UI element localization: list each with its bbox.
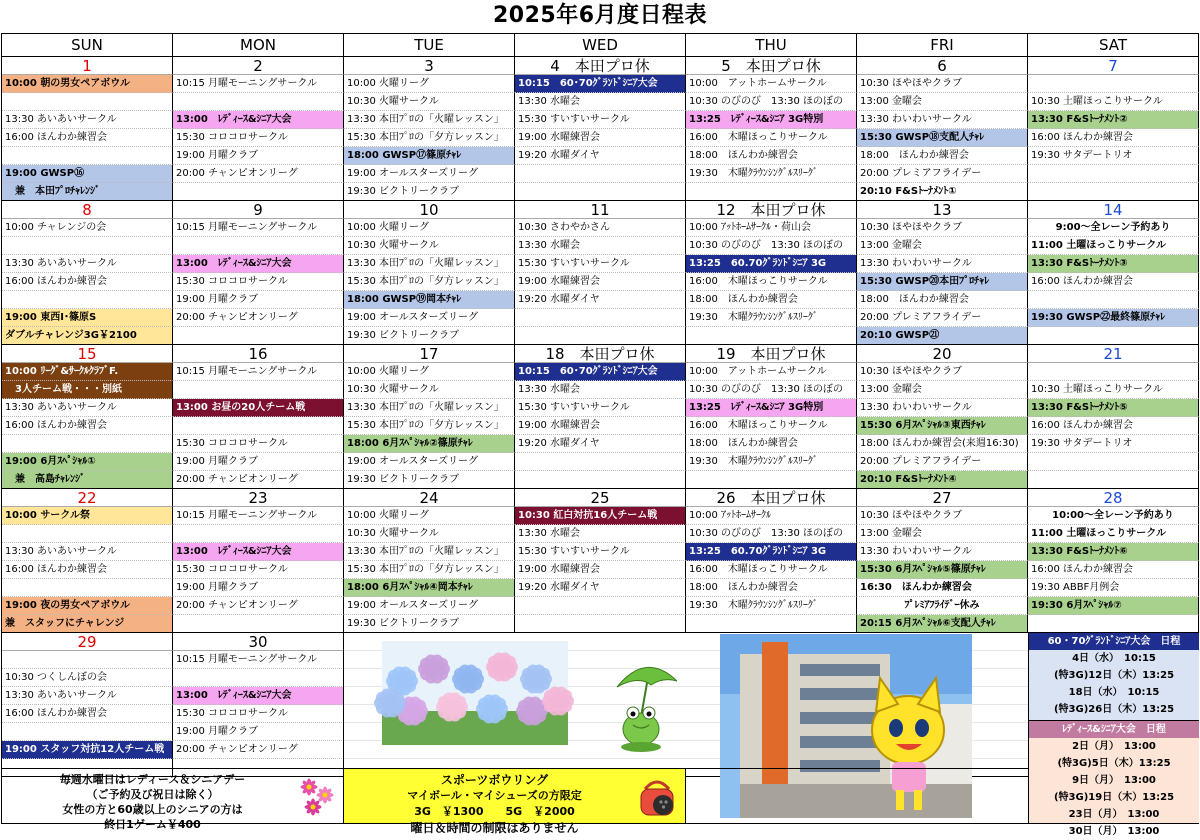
schedule-entry: 13:25 ﾚﾃﾞｨｰｽ&ｼﾆｱ 3G特別 — [686, 399, 857, 417]
schedule-entry: 18:00 ほんわか練習会 — [686, 435, 857, 453]
empty-slot — [515, 471, 686, 489]
schedule-entry: 11:00 土曜ほっこりサークル — [1028, 237, 1199, 255]
schedule-entry: 10:30 火曜サークル — [344, 381, 515, 399]
empty-slot — [1028, 615, 1199, 633]
day-number: 21 — [1028, 345, 1199, 363]
schedule-entry: 10:00 アットホームサークル — [686, 75, 857, 93]
schedule-entry: 10:30 のびのび 13:30 ほのぼの — [686, 93, 857, 111]
schedule-entry: 13:30 F&Sﾄｰﾅﾒﾝﾄ⑥ — [1028, 543, 1199, 561]
schedule-entry: 10:30 紅白対抗16人チーム戦 — [515, 507, 686, 525]
schedule-entry: 13:00 ﾚﾃﾞｨｰｽ&ｼﾆｱ大会 — [173, 111, 344, 129]
empty-slot — [1028, 165, 1199, 183]
day-number: 26 本田プロ休 — [686, 489, 857, 507]
schedule-entry: 19:00 月曜クラブ — [173, 723, 344, 741]
schedule-entry: 3人チーム戦・・・別紙 — [2, 381, 173, 399]
empty-slot — [2, 651, 173, 669]
schedule-entry: 18:00 GWSP⑰篠原ﾁｬﾚ — [344, 147, 515, 165]
schedule-entry: 15:30 すいすいサークル — [515, 399, 686, 417]
schedule-entry: 18:00 6月ｽﾍﾟｼｬﾙ④岡本ﾁｬﾚ — [344, 579, 515, 597]
empty-slot — [2, 93, 173, 111]
schedule-entry: 19:30 木曜ｸﾗｳﾝｼﾝｸﾞﾙｽﾘｰｸﾞ — [686, 165, 857, 183]
schedule-entry: 19:30 木曜ｸﾗｳﾝｼﾝｸﾞﾙｽﾘｰｸﾞ — [686, 453, 857, 471]
schedule-entry: 19:30 ビクトリークラブ — [344, 183, 515, 201]
schedule-entry: 19:00 夜の男女ペアボウル — [2, 597, 173, 615]
schedule-entry: 15:30 本田ﾌﾟﾛの「夕方レッスン」 — [344, 561, 515, 579]
schedule-entry: 16:00 木曜ほっこりサークル — [686, 129, 857, 147]
schedule-entry: 13:25 60.70ｸﾞﾗﾝﾄﾞｼﾆｱ 3G — [686, 543, 857, 561]
schedule-entry: 10:00 火曜リーグ — [344, 507, 515, 525]
schedule-entry: 19:20 水曜ダイヤ — [515, 147, 686, 165]
schedule-entry: 18:00 ほんわか練習会 — [686, 291, 857, 309]
schedule-entry: 10:30 ほやほやクラブ — [857, 75, 1028, 93]
empty-slot — [173, 183, 344, 201]
schedule-entry: 19:00 6月ｽﾍﾟｼｬﾙ① — [2, 453, 173, 471]
empty-slot — [173, 417, 344, 435]
empty-slot — [173, 381, 344, 399]
sports-bowling-line: マイボール・マイシューズの方限定 — [407, 789, 582, 802]
schedule-entry: 13:30 本田ﾌﾟﾛの「火曜レッスン」 — [344, 255, 515, 273]
schedule-entry: 13:30 F&Sﾄｰﾅﾒﾝﾄ⑤ — [1028, 399, 1199, 417]
day-number: 16 — [173, 345, 344, 363]
weekday-header-wed: WED — [515, 34, 686, 57]
schedule-entry: 10:15 月曜モーニングサークル — [173, 507, 344, 525]
schedule-entry: 15:30 コロコロサークル — [173, 129, 344, 147]
day-number: 5 本田プロ休 — [686, 57, 857, 75]
schedule-entry: 19:00 オールスターズリーグ — [344, 165, 515, 183]
schedule-entry: 20:10 GWSP㉑ — [857, 327, 1028, 345]
day-number: 22 — [2, 489, 173, 507]
schedule-entry: 20:00 チャンピオンリーグ — [173, 471, 344, 489]
schedule-entry: 10:15 60･70ｸﾞﾗﾝﾄﾞｼﾆｱ大会 — [515, 75, 686, 93]
cosmos-flower-icon — [295, 773, 339, 823]
schedule-entry: 10:30 のびのび 13:30 ほのぼの — [686, 525, 857, 543]
empty-slot — [686, 183, 857, 201]
grand-senior-date: 18日（水） 10:15 — [1068, 687, 1160, 698]
day-number: 30 — [173, 633, 344, 651]
schedule-entry: 19:00 月曜クラブ — [173, 291, 344, 309]
schedule-entry: 兼 高島ﾁｬﾚﾝｼﾞ — [2, 471, 173, 489]
empty-slot — [1028, 75, 1199, 93]
schedule-entry: 13:30 あいあいサークル — [2, 399, 173, 417]
schedule-entry: 16:00 木曜ほっこりサークル — [686, 561, 857, 579]
weekday-header-mon: MON — [173, 34, 344, 57]
schedule-entry: 10:15 60･70ｸﾞﾗﾝﾄﾞｼﾆｱ大会 — [515, 363, 686, 381]
schedule-entry: 15:30 コロコロサークル — [173, 561, 344, 579]
schedule-entry: 15:30 GWSP⑱支配人ﾁｬﾚ — [857, 129, 1028, 147]
schedule-entry: 10:30 火曜サークル — [344, 237, 515, 255]
sports-bowling-line: 曜日＆時間の制限はありません — [410, 821, 579, 835]
schedule-entry: 10:00 ｱｯﾄﾎｰﾑｻｰｸﾙ — [686, 507, 857, 525]
day-number: 3 — [344, 57, 515, 75]
schedule-entry: 13:30 あいあいサークル — [2, 543, 173, 561]
day-number: 1 — [2, 57, 173, 75]
schedule-entry: 18:00 ほんわか練習会 — [686, 147, 857, 165]
day-number: 24 — [344, 489, 515, 507]
empty-slot — [2, 147, 173, 165]
schedule-entry: 15:30 本田ﾌﾟﾛの「夕方レッスン」 — [344, 417, 515, 435]
schedule-entry: 10:00 ｱｯﾄﾎｰﾑｻｰｸﾙ・荷山会 — [686, 219, 857, 237]
schedule-entry: 13:30 あいあいサークル — [2, 255, 173, 273]
schedule-entry: 15:30 GWSP⑳本田ﾌﾟﾛﾁｬﾚ — [857, 273, 1028, 291]
schedule-entry: 10:30 のびのび 13:30 ほのぼの — [686, 237, 857, 255]
schedule-entry: 19:00 月曜クラブ — [173, 147, 344, 165]
sports-bowling-title: スポーツボウリング — [440, 773, 549, 787]
schedule-entry: 13:25 60.70ｸﾞﾗﾝﾄﾞｼﾆｱ 3G — [686, 255, 857, 273]
day-number: 10 — [344, 201, 515, 219]
schedule-entry: 16:00 ほんわか練習会 — [2, 705, 173, 723]
schedule-entry: 13:30 あいあいサークル — [2, 111, 173, 129]
schedule-entry: 19:00 オールスターズリーグ — [344, 453, 515, 471]
schedule-entry: 19:30 ビクトリークラブ — [344, 615, 515, 633]
schedule-entry: 19:00 東西Ⅰ･篠原S — [2, 309, 173, 327]
day-number: 18 本田プロ休 — [515, 345, 686, 363]
schedule-entry: 13:30 わいわいサークル — [857, 255, 1028, 273]
empty-slot — [686, 615, 857, 633]
empty-slot — [686, 471, 857, 489]
empty-slot — [2, 291, 173, 309]
day-number: 6 — [857, 57, 1028, 75]
schedule-entry: 16:00 ほんわか練習会 — [2, 417, 173, 435]
schedule-entry: 10:00 ﾘｰｸﾞ&ｻｰｸﾙｸﾗﾌﾞF. — [2, 363, 173, 381]
schedule-entry: 18:00 GWSP⑲岡本ﾁｬﾚ — [344, 291, 515, 309]
schedule-entry: 20:00 プレミアフライデー — [857, 453, 1028, 471]
schedule-entry: 13:30 わいわいサークル — [857, 111, 1028, 129]
day-number: 7 — [1028, 57, 1199, 75]
empty-slot — [173, 525, 344, 543]
schedule-entry: 15:30 すいすいサークル — [515, 255, 686, 273]
schedule-entry: 13:30 F&Sﾄｰﾅﾒﾝﾄ③ — [1028, 255, 1199, 273]
schedule-entry: 13:30 本田ﾌﾟﾛの「火曜レッスン」 — [344, 111, 515, 129]
schedule-entry: 16:00 ほんわか練習会 — [2, 273, 173, 291]
schedule-entry: 19:30 サタデートリオ — [1028, 147, 1199, 165]
schedule-entry: 10:00 火曜リーグ — [344, 219, 515, 237]
empty-slot — [515, 453, 686, 471]
schedule-entry: 18:00 6月ｽﾍﾟｼｬﾙ②篠原ﾁｬﾚ — [344, 435, 515, 453]
empty-slot — [1028, 363, 1199, 381]
ladies-senior-date: (特3G)19日（木）13:25 — [1053, 792, 1175, 803]
schedule-entry: 13:30 水曜会 — [515, 381, 686, 399]
day-number: 28 — [1028, 489, 1199, 507]
schedule-entry: 10:30 土曜ほっこりサークル — [1028, 93, 1199, 111]
ladies-day-notice — [2, 769, 344, 831]
empty-slot — [515, 165, 686, 183]
empty-slot — [686, 327, 857, 345]
empty-slot — [173, 93, 344, 111]
day-number: 13 — [857, 201, 1028, 219]
schedule-entry: 19:30 GWSP㉒最終篠原ﾁｬﾚ — [1028, 309, 1199, 327]
ladies-day-line: 毎週水曜日はレディース＆シニアデー — [59, 773, 246, 786]
sports-bowling-line: 3G ￥1300 5G ￥2000 — [414, 805, 575, 818]
day-number: 25 — [515, 489, 686, 507]
schedule-entry: 19:00 月曜クラブ — [173, 579, 344, 597]
ladies-day-line: 終日1ゲーム￥400 — [104, 818, 201, 831]
schedule-entry: 20:00 チャンピオンリーグ — [173, 741, 344, 759]
schedule-entry: 19:00 スタッフ対抗12人チーム戦 — [2, 741, 173, 759]
schedule-entry: 兼 スタッフにチャレンジ — [2, 615, 173, 633]
schedule-entry: ﾌﾟﾚﾐｱﾌﾗｲﾃﾞｰ休み — [857, 597, 1028, 615]
ladies-senior-date: 2日（月） 13:00 — [1072, 741, 1156, 752]
schedule-entry: 13:30 水曜会 — [515, 93, 686, 111]
schedule-entry: 10:00 朝の男女ペアボウル — [2, 75, 173, 93]
schedule-entry: 10:15 月曜モーニングサークル — [173, 363, 344, 381]
empty-slot — [515, 309, 686, 327]
schedule-entry: 10:30 ほやほやクラブ — [857, 219, 1028, 237]
empty-slot — [2, 525, 173, 543]
schedule-entry: 20:00 チャンピオンリーグ — [173, 597, 344, 615]
schedule-entry: 15:30 6月ｽﾍﾟｼｬﾙ⑤篠原ﾁｬﾚ — [857, 561, 1028, 579]
schedule-entry: 11:00 土曜ほっこりサークル — [1028, 525, 1199, 543]
schedule-entry: 19:00 オールスターズリーグ — [344, 309, 515, 327]
weekday-header-sat: SAT — [1028, 34, 1199, 57]
schedule-entry: 19:00 水曜練習会 — [515, 129, 686, 147]
schedule-entry: 15:30 6月ｽﾍﾟｼｬﾙ③東西ﾁｬﾚ — [857, 417, 1028, 435]
empty-slot — [2, 723, 173, 741]
schedule-entry: 13:00 ﾚﾃﾞｨｰｽ&ｼﾆｱ大会 — [173, 687, 344, 705]
schedule-entry: 15:30 すいすいサークル — [515, 543, 686, 561]
schedule-entry: 15:30 本田ﾌﾟﾛの「夕方レッスン」 — [344, 273, 515, 291]
schedule-entry: 10:30 土曜ほっこりサークル — [1028, 381, 1199, 399]
schedule-entry: 13:30 わいわいサークル — [857, 399, 1028, 417]
bowling-bag-icon — [637, 775, 677, 819]
ladies-day-line: （ご予約及び祝日は除く） — [86, 788, 219, 801]
schedule-entry: 10:30 ほやほやクラブ — [857, 363, 1028, 381]
schedule-entry: 19:30 ABBF月例会 — [1028, 579, 1199, 597]
schedule-entry: 兼 本田ﾌﾟﾛﾁｬﾚﾝｼﾞ — [2, 183, 173, 201]
schedule-entry: 13:00 金曜会 — [857, 93, 1028, 111]
schedule-entry: 13:00 ﾚﾃﾞｨｰｽ&ｼﾆｱ大会 — [173, 543, 344, 561]
day-number: 2 — [173, 57, 344, 75]
empty-slot — [515, 327, 686, 345]
frog-icon — [611, 657, 681, 753]
empty-slot — [515, 183, 686, 201]
schedule-entry: 10:00 チャレンジの会 — [2, 219, 173, 237]
schedule-entry: 19:00 水曜練習会 — [515, 561, 686, 579]
schedule-entry: 10:30 火曜サークル — [344, 93, 515, 111]
schedule-entry: 19:30 6月ｽﾍﾟｼｬﾙ⑦ — [1028, 597, 1199, 615]
schedule-entry: 13:00 金曜会 — [857, 237, 1028, 255]
day-number: 11 — [515, 201, 686, 219]
empty-slot — [173, 237, 344, 255]
schedule-entry: 20:00 プレミアフライデー — [857, 309, 1028, 327]
schedule-entry: 13:30 本田ﾌﾟﾛの「火曜レッスン」 — [344, 543, 515, 561]
schedule-entry: 15:30 コロコロサークル — [173, 435, 344, 453]
schedule-entry: 20:15 6月ｽﾍﾟｼｬﾙ⑥支配人ﾁｬﾚ — [857, 615, 1028, 633]
schedule-entry: 15:30 本田ﾌﾟﾛの「夕方レッスン」 — [344, 129, 515, 147]
schedule-entry: 16:30 ほんわか練習会 — [857, 579, 1028, 597]
ladies-senior-date: 30日（月） 13:00 — [1068, 826, 1160, 837]
empty-slot — [515, 597, 686, 615]
calendar-grid — [1, 33, 1199, 837]
empty-slot — [1028, 471, 1199, 489]
empty-slot — [2, 237, 173, 255]
schedule-entry: 19:30 ビクトリークラブ — [344, 327, 515, 345]
schedule-entry: 16:00 木曜ほっこりサークル — [686, 273, 857, 291]
schedule-entry: 10:30 つくしんぼの会 — [2, 669, 173, 687]
day-number: 14 — [1028, 201, 1199, 219]
day-number: 17 — [344, 345, 515, 363]
schedule-entry: 15:30 すいすいサークル — [515, 111, 686, 129]
ladies-senior-date: 9日（月） 13:00 — [1072, 775, 1156, 786]
schedule-entry: 18:00 ほんわか練習会 — [686, 579, 857, 597]
grand-senior-date: 4日（水） 10:15 — [1072, 653, 1156, 664]
day-number: 15 — [2, 345, 173, 363]
grand-senior-title: 60・70ｸﾞﾗﾝﾄﾞｼﾆｱ大会 日程 — [1029, 633, 1199, 650]
schedule-entry: 15:30 コロコロサークル — [173, 273, 344, 291]
empty-slot — [173, 327, 344, 345]
schedule-entry: 10:00 火曜リーグ — [344, 75, 515, 93]
empty-slot — [515, 615, 686, 633]
schedule-entry: 10:00 アットホームサークル — [686, 363, 857, 381]
schedule-entry: 13:30 水曜会 — [515, 237, 686, 255]
schedule-entry: 16:00 ほんわか練習会 — [2, 129, 173, 147]
schedule-entry: 13:30 F&Sﾄｰﾅﾒﾝﾄ② — [1028, 111, 1199, 129]
schedule-entry: 20:00 チャンピオンリーグ — [173, 165, 344, 183]
ladies-senior-date: 23日（月） 13:00 — [1068, 809, 1160, 820]
schedule-entry: 9:00～全レーン予約あり — [1028, 219, 1199, 237]
day-number: 12 本田プロ休 — [686, 201, 857, 219]
schedule-entry: 19:30 サタデートリオ — [1028, 435, 1199, 453]
schedule-entry: 19:30 木曜ｸﾗｳﾝｼﾝｸﾞﾙｽﾘｰｸﾞ — [686, 597, 857, 615]
day-number: 4 本田プロ休 — [515, 57, 686, 75]
schedule-entry: 13:00 金曜会 — [857, 381, 1028, 399]
schedule-entry: 10:15 月曜モーニングサークル — [173, 75, 344, 93]
schedule-entry: 20:00 チャンピオンリーグ — [173, 309, 344, 327]
day-number: 8 — [2, 201, 173, 219]
empty-slot — [1028, 183, 1199, 201]
schedule-entry: 19:00 オールスターズリーグ — [344, 597, 515, 615]
day-number: 23 — [173, 489, 344, 507]
schedule-entry: 10:15 月曜モーニングサークル — [173, 651, 344, 669]
weekday-header-sun: SUN — [2, 34, 173, 57]
schedule-entry: 13:30 水曜会 — [515, 525, 686, 543]
schedule-entry: 10:00 サークル祭 — [2, 507, 173, 525]
schedule-entry: 16:00 ほんわか練習会 — [1028, 561, 1199, 579]
schedule-entry: 18:00 ほんわか練習会(来週16:30) — [857, 435, 1028, 453]
empty-slot — [1028, 291, 1199, 309]
ladies-senior-schedule — [1028, 721, 1199, 837]
grand-senior-schedule — [1028, 633, 1199, 721]
schedule-entry: 19:00 水曜練習会 — [515, 273, 686, 291]
schedule-entry: 19:30 ビクトリークラブ — [344, 471, 515, 489]
empty-slot — [173, 615, 344, 633]
schedule-entry: 13:00 ﾚﾃﾞｨｰｽ&ｼﾆｱ大会 — [173, 255, 344, 273]
schedule-entry: 20:00 プレミアフライデー — [857, 165, 1028, 183]
schedule-entry: 19:30 木曜ｸﾗｳﾝｼﾝｸﾞﾙｽﾘｰｸﾞ — [686, 309, 857, 327]
schedule-entry: 10:30 のびのび 13:30 ほのぼの — [686, 381, 857, 399]
schedule-entry: 19:00 水曜練習会 — [515, 417, 686, 435]
schedule-entry: 10:00 火曜リーグ — [344, 363, 515, 381]
schedule-entry: 19:20 水曜ダイヤ — [515, 435, 686, 453]
day-number: 9 — [173, 201, 344, 219]
empty-slot — [173, 669, 344, 687]
schedule-entry: 13:00 お昼の20人チーム戦 — [173, 399, 344, 417]
ladies-senior-title: ﾚﾃﾞｨｰｽ&ｼﾆｱ大会 日程 — [1029, 721, 1199, 738]
empty-slot — [1028, 453, 1199, 471]
schedule-entry: 15:30 コロコロサークル — [173, 705, 344, 723]
schedule-entry: 10:30 火曜サークル — [344, 525, 515, 543]
empty-slot — [1028, 327, 1199, 345]
schedule-entry: 16:00 ほんわか練習会 — [2, 561, 173, 579]
weekday-header-fri: FRI — [857, 34, 1028, 57]
schedule-entry: 19:00 GWSP⑯ — [2, 165, 173, 183]
schedule-entry: 13:30 本田ﾌﾟﾛの「火曜レッスン」 — [344, 399, 515, 417]
column-divider — [343, 633, 344, 769]
hydrangea-illustration — [382, 641, 568, 745]
schedule-entry: 10:15 月曜モーニングサークル — [173, 219, 344, 237]
page-title: 2025年6月度日程表 — [492, 3, 708, 28]
schedule-entry: 16:00 ほんわか練習会 — [1028, 417, 1199, 435]
ladies-day-line: 女性の方と60歳以上のシニアの方は — [62, 803, 243, 816]
grand-senior-date: (特3G)12日（木）13:25 — [1053, 670, 1175, 681]
schedule-entry: 16:00 木曜ほっこりサークル — [686, 417, 857, 435]
schedule-entry: 10:30 ほやほやクラブ — [857, 507, 1028, 525]
grand-senior-date: (特3G)26日（木）13:25 — [1053, 704, 1175, 715]
bowling-center-photo — [720, 634, 972, 818]
schedule-entry: 13:00 金曜会 — [857, 525, 1028, 543]
empty-slot — [2, 579, 173, 597]
schedule-entry: 16:00 ほんわか練習会 — [1028, 129, 1199, 147]
schedule-entry: 19:20 水曜ダイヤ — [515, 291, 686, 309]
schedule-entry: 16:00 ほんわか練習会 — [1028, 273, 1199, 291]
day-number: 20 — [857, 345, 1028, 363]
day-number: 19 本田プロ休 — [686, 345, 857, 363]
empty-slot — [2, 435, 173, 453]
schedule-entry: 13:30 あいあいサークル — [2, 687, 173, 705]
schedule-entry: 13:30 わいわいサークル — [857, 543, 1028, 561]
schedule-entry: 19:20 水曜ダイヤ — [515, 579, 686, 597]
sports-bowling-notice — [344, 769, 686, 835]
schedule-entry: 18:00 ほんわか練習会 — [857, 291, 1028, 309]
schedule-entry: 20:10 F&Sﾄｰﾅﾒﾝﾄ④ — [857, 471, 1028, 489]
schedule-entry: 13:25 ﾚﾃﾞｨｰｽ&ｼﾆｱ 3G特別 — [686, 111, 857, 129]
schedule-entry: 18:00 ほんわか練習会 — [857, 147, 1028, 165]
weekday-header-tue: TUE — [344, 34, 515, 57]
schedule-entry: 10:30 さわやかさん — [515, 219, 686, 237]
schedule-entry: ダブルチャレンジ3G￥2100 — [2, 327, 173, 345]
weekday-header-thu: THU — [686, 34, 857, 57]
ladies-senior-date: (特3G)5日（木）13:25 — [1057, 758, 1171, 769]
day-number: 27 — [857, 489, 1028, 507]
schedule-entry: 10:00～全レーン予約あり — [1028, 507, 1199, 525]
schedule-entry: 20:10 F&Sﾄｰﾅﾒﾝﾄ① — [857, 183, 1028, 201]
schedule-entry: 19:00 月曜クラブ — [173, 453, 344, 471]
day-number: 29 — [2, 633, 173, 651]
